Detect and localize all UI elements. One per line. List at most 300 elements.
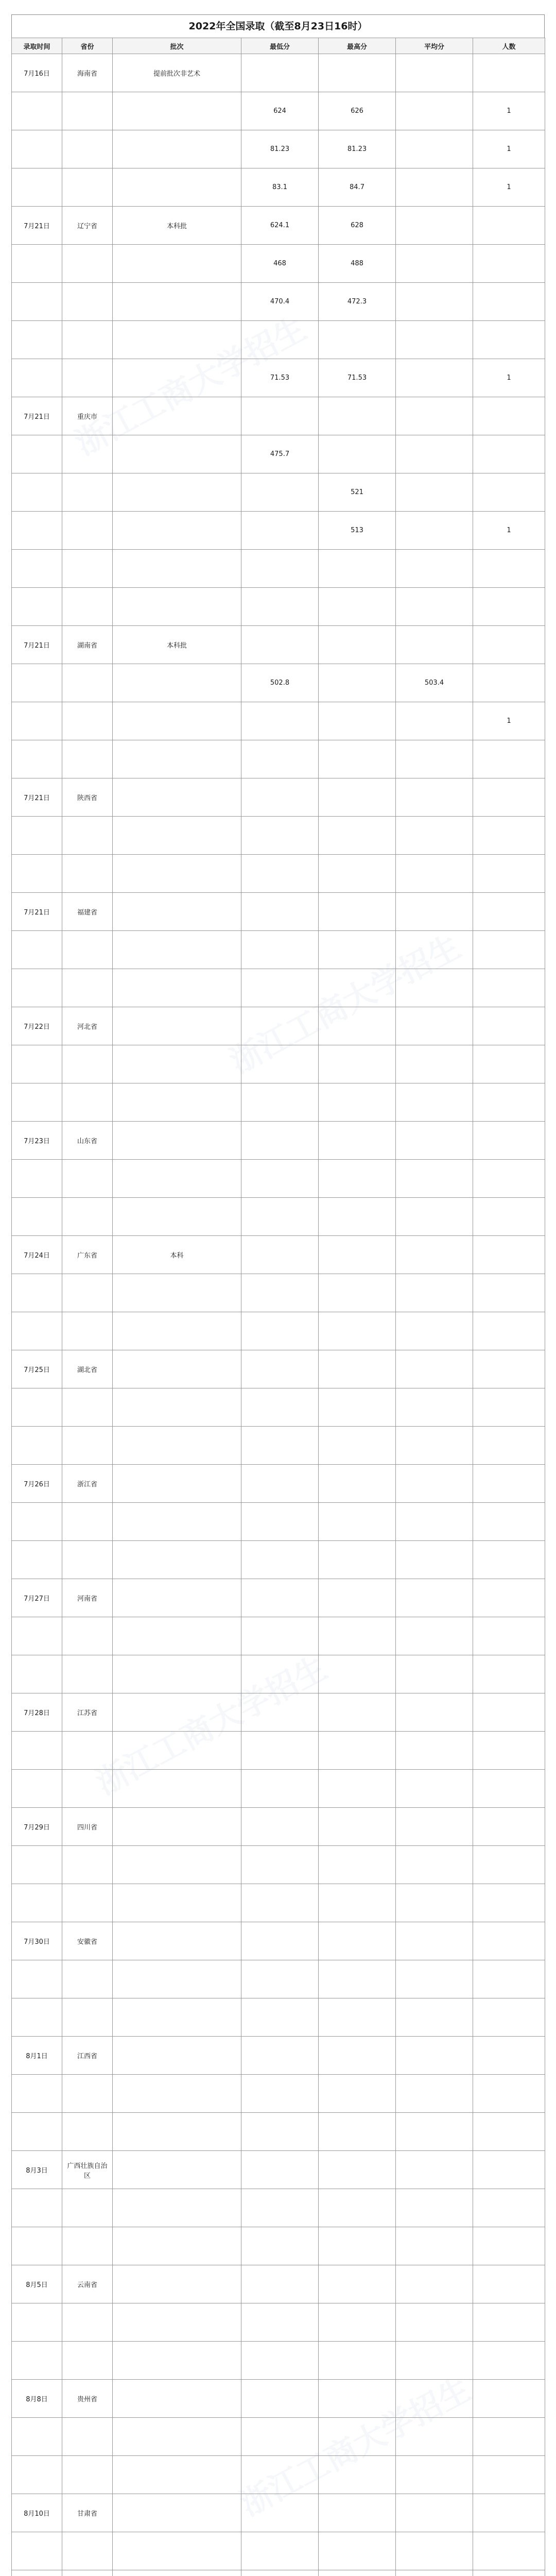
table-cell	[241, 2227, 319, 2265]
table-cell	[396, 1960, 473, 1998]
table-cell	[241, 2037, 319, 2075]
table-body	[12, 54, 545, 2576]
table-cell	[241, 1350, 319, 1388]
table-cell	[396, 2532, 473, 2570]
table-cell	[396, 1884, 473, 1922]
table-cell: 81.23	[241, 130, 319, 168]
table-cell	[12, 245, 62, 283]
table-cell	[396, 588, 473, 626]
table-row	[12, 168, 545, 207]
table-row	[12, 855, 545, 893]
table-cell	[473, 1884, 545, 1922]
table-cell	[12, 1732, 62, 1770]
table-row	[12, 473, 545, 512]
table-cell	[113, 2265, 241, 2303]
column-header: 人数	[473, 38, 545, 54]
table-cell	[62, 1884, 113, 1922]
table-cell: 470.4	[241, 283, 319, 321]
table-cell	[113, 1617, 241, 1655]
table-cell	[241, 2113, 319, 2151]
table-row	[12, 1198, 545, 1236]
table-cell	[241, 1160, 319, 1198]
table-cell	[12, 702, 62, 740]
table-cell	[12, 1312, 62, 1350]
table-cell: 624.1	[241, 207, 319, 245]
table-cell: 8月5日	[12, 2265, 62, 2303]
table-cell	[241, 1732, 319, 1770]
table-cell	[396, 359, 473, 397]
table-cell	[113, 1922, 241, 1960]
table-cell: 8月8日	[12, 2380, 62, 2418]
table-row	[12, 1236, 545, 1274]
table-cell	[241, 2075, 319, 2113]
table-row	[12, 893, 545, 931]
table-cell: 山东省	[62, 1122, 113, 1160]
table-cell	[473, 1465, 545, 1503]
table-cell	[113, 359, 241, 397]
table-cell	[113, 2151, 241, 2189]
table-cell	[113, 283, 241, 321]
table-cell	[319, 1579, 396, 1617]
table-cell	[113, 1312, 241, 1350]
table-cell	[319, 1427, 396, 1465]
table-cell: 重庆市	[62, 397, 113, 435]
table-cell	[473, 1732, 545, 1770]
table-cell	[396, 2342, 473, 2380]
table-cell	[12, 435, 62, 473]
table-cell	[473, 893, 545, 931]
table-cell	[319, 1350, 396, 1388]
table-cell	[319, 740, 396, 778]
table-cell	[319, 2570, 396, 2576]
table-cell	[319, 321, 396, 359]
table-cell	[319, 1846, 396, 1884]
table-cell	[12, 512, 62, 550]
table-cell	[113, 2113, 241, 2151]
table-cell	[473, 2456, 545, 2494]
table-row	[12, 626, 545, 664]
table-cell: 7月25日	[12, 1350, 62, 1388]
table-cell	[12, 2227, 62, 2265]
table-cell	[473, 2189, 545, 2227]
table-row	[12, 321, 545, 359]
table-row	[12, 2570, 545, 2576]
table-cell	[62, 2189, 113, 2227]
table-cell	[62, 1427, 113, 1465]
table-cell	[62, 1960, 113, 1998]
table-cell: 福建省	[62, 893, 113, 931]
table-cell	[396, 473, 473, 512]
table-cell	[113, 1388, 241, 1427]
table-cell	[473, 2342, 545, 2380]
table-cell	[396, 817, 473, 855]
table-cell	[113, 1998, 241, 2037]
table-row	[12, 207, 545, 245]
table-cell	[396, 740, 473, 778]
table-cell	[473, 1503, 545, 1541]
table-cell	[241, 1312, 319, 1350]
table-cell	[396, 1083, 473, 1122]
table-cell	[62, 1503, 113, 1541]
table-cell	[62, 702, 113, 740]
table-header-row	[12, 38, 545, 54]
table-row	[12, 778, 545, 817]
table-cell	[396, 2570, 473, 2576]
table-cell	[241, 1770, 319, 1808]
table-cell	[241, 893, 319, 931]
table-cell	[319, 588, 396, 626]
table-row	[12, 550, 545, 588]
column-header: 省份	[62, 38, 113, 54]
table-cell	[62, 855, 113, 893]
table-cell	[12, 1884, 62, 1922]
table-row	[12, 931, 545, 969]
table-cell	[113, 2380, 241, 2418]
table-cell	[113, 1007, 241, 1045]
table-cell	[473, 1198, 545, 1236]
table-cell	[473, 1998, 545, 2037]
table-cell	[12, 588, 62, 626]
table-cell	[319, 893, 396, 931]
table-row	[12, 1503, 545, 1541]
table-row	[12, 1465, 545, 1503]
table-cell	[319, 397, 396, 435]
table-cell	[12, 1503, 62, 1541]
table-cell	[396, 2151, 473, 2189]
table-cell	[62, 512, 113, 550]
table-cell	[113, 664, 241, 702]
table-cell	[241, 1045, 319, 1083]
table-cell	[62, 321, 113, 359]
table-cell	[396, 1465, 473, 1503]
table-cell	[473, 397, 545, 435]
table-cell	[319, 2151, 396, 2189]
table-cell	[319, 1160, 396, 1198]
table-cell: 7月28日	[12, 1693, 62, 1732]
table-cell	[241, 550, 319, 588]
table-cell: 7月27日	[12, 1579, 62, 1617]
table-cell	[12, 1198, 62, 1236]
table-cell	[396, 1732, 473, 1770]
table-cell	[319, 1312, 396, 1350]
table-row	[12, 2342, 545, 2380]
table-row	[12, 702, 545, 740]
table-cell	[241, 1922, 319, 1960]
table-cell	[396, 2418, 473, 2456]
table-cell	[113, 1274, 241, 1312]
table-cell	[12, 931, 62, 969]
table-row	[12, 512, 545, 550]
table-cell	[113, 1960, 241, 1998]
table-cell	[12, 2113, 62, 2151]
table-row	[12, 1846, 545, 1884]
table-cell	[113, 1884, 241, 1922]
table-cell	[12, 1045, 62, 1083]
table-cell: 8月10日	[12, 2494, 62, 2532]
table-cell	[241, 1998, 319, 2037]
table-cell	[241, 321, 319, 359]
table-row	[12, 817, 545, 855]
table-cell	[12, 1960, 62, 1998]
table-cell: 475.7	[241, 435, 319, 473]
table-cell	[113, 550, 241, 588]
table-cell	[473, 1846, 545, 1884]
table-cell	[396, 931, 473, 969]
table-cell	[113, 893, 241, 931]
table-cell	[473, 1312, 545, 1350]
table-cell	[12, 740, 62, 778]
table-cell: 江苏省	[62, 1693, 113, 1732]
table-cell	[473, 817, 545, 855]
table-row	[12, 2151, 545, 2189]
table-cell	[319, 550, 396, 588]
table-cell	[396, 1770, 473, 1808]
table-cell	[319, 1541, 396, 1579]
table-cell	[319, 1732, 396, 1770]
table-cell	[319, 2342, 396, 2380]
table-row	[12, 1427, 545, 1465]
table-cell	[12, 2532, 62, 2570]
table-cell	[473, 1236, 545, 1274]
table-cell	[319, 778, 396, 817]
table-cell	[473, 1770, 545, 1808]
table-row	[12, 245, 545, 283]
table-cell	[396, 1236, 473, 1274]
table-cell	[396, 2189, 473, 2227]
table-row	[12, 1808, 545, 1846]
table-cell	[396, 207, 473, 245]
column-header: 最低分	[241, 38, 319, 54]
table-cell	[113, 2189, 241, 2227]
table-cell	[319, 2456, 396, 2494]
table-cell	[396, 435, 473, 473]
table-cell	[113, 2342, 241, 2380]
table-cell	[62, 2456, 113, 2494]
table-row	[12, 2456, 545, 2494]
table-cell	[396, 1122, 473, 1160]
table-cell	[473, 1922, 545, 1960]
table-cell: 7月21日	[12, 778, 62, 817]
table-cell	[113, 397, 241, 435]
table-cell	[319, 664, 396, 702]
table-cell	[62, 2075, 113, 2113]
table-cell	[319, 2037, 396, 2075]
table-cell	[396, 1198, 473, 1236]
table-cell	[473, 207, 545, 245]
table-cell	[396, 702, 473, 740]
table-cell	[62, 1655, 113, 1693]
table-cell	[319, 1083, 396, 1122]
table-cell	[396, 893, 473, 931]
table-cell	[12, 1998, 62, 2037]
table-cell	[473, 2151, 545, 2189]
table-cell	[319, 702, 396, 740]
table-row	[12, 1160, 545, 1198]
table-row	[12, 2037, 545, 2075]
table-row	[12, 1541, 545, 1579]
table-cell	[12, 2456, 62, 2494]
table-cell: 513	[319, 512, 396, 550]
table-cell	[12, 2075, 62, 2113]
table-cell	[396, 2265, 473, 2303]
column-header: 平均分	[396, 38, 473, 54]
table-cell	[241, 54, 319, 92]
table-cell	[113, 1846, 241, 1884]
table-cell	[241, 1579, 319, 1617]
table-cell	[473, 550, 545, 588]
table-cell	[396, 2037, 473, 2075]
table-row	[12, 588, 545, 626]
table-cell: 1	[473, 92, 545, 130]
table-cell	[113, 245, 241, 283]
table-cell	[241, 1198, 319, 1236]
table-cell: 四川省	[62, 1808, 113, 1846]
table-cell	[62, 168, 113, 207]
table-cell	[396, 1274, 473, 1312]
table-row	[12, 397, 545, 435]
table-cell	[473, 778, 545, 817]
table-row	[12, 1617, 545, 1655]
table-cell: 云南省	[62, 2265, 113, 2303]
table-cell	[396, 397, 473, 435]
table-cell	[113, 1350, 241, 1388]
table-cell	[319, 2303, 396, 2342]
table-cell: 辽宁省	[62, 207, 113, 245]
table-cell	[12, 1388, 62, 1427]
table-cell	[12, 2189, 62, 2227]
table-cell	[113, 2037, 241, 2075]
table-cell	[12, 1846, 62, 1884]
table-cell	[396, 2456, 473, 2494]
table-cell	[396, 1541, 473, 1579]
table-cell	[113, 2532, 241, 2570]
table-cell: 502.8	[241, 664, 319, 702]
table-cell	[113, 1655, 241, 1693]
table-row	[12, 1998, 545, 2037]
table-cell	[241, 2570, 319, 2576]
table-cell	[473, 1541, 545, 1579]
table-cell	[473, 588, 545, 626]
table-cell	[12, 168, 62, 207]
table-cell	[473, 2113, 545, 2151]
table-cell	[62, 1045, 113, 1083]
table-cell	[113, 2227, 241, 2265]
table-cell	[473, 1808, 545, 1846]
table-cell: 7月24日	[12, 1236, 62, 1274]
table-cell: 江西省	[62, 2037, 113, 2075]
table-cell	[62, 2532, 113, 2570]
table-cell	[241, 969, 319, 1007]
column-header: 录取时间	[12, 38, 62, 54]
table-cell: 7月21日	[12, 893, 62, 931]
table-cell	[319, 1693, 396, 1732]
table-cell	[62, 1617, 113, 1655]
table-cell	[113, 92, 241, 130]
table-cell	[396, 550, 473, 588]
table-cell	[113, 1465, 241, 1503]
table-cell	[396, 1388, 473, 1427]
table-cell	[473, 1693, 545, 1732]
table-cell	[241, 1617, 319, 1655]
table-cell	[241, 2532, 319, 2570]
table-row	[12, 1274, 545, 1312]
table-row	[12, 92, 545, 130]
table-cell	[396, 245, 473, 283]
table-cell	[113, 740, 241, 778]
table-cell	[396, 1427, 473, 1465]
table-cell	[113, 588, 241, 626]
table-row	[12, 2265, 545, 2303]
table-cell	[62, 1083, 113, 1122]
table-cell	[473, 1350, 545, 1388]
table-cell	[396, 1846, 473, 1884]
table-cell	[473, 1579, 545, 1617]
table-cell	[319, 1388, 396, 1427]
table-cell	[12, 1160, 62, 1198]
table-cell	[62, 2303, 113, 2342]
table-cell	[12, 855, 62, 893]
table-cell	[241, 473, 319, 512]
table-row	[12, 1922, 545, 1960]
table-cell: 本科批	[113, 207, 241, 245]
table-cell: 本科	[113, 1236, 241, 1274]
table-cell	[12, 2303, 62, 2342]
table-cell	[396, 969, 473, 1007]
table-cell	[241, 588, 319, 626]
table-cell	[62, 1198, 113, 1236]
table-cell	[113, 1160, 241, 1198]
table-cell	[396, 2303, 473, 2342]
table-cell: 湖南省	[62, 626, 113, 664]
table-cell	[473, 473, 545, 512]
table-cell: 陕西省	[62, 778, 113, 817]
table-cell	[396, 1350, 473, 1388]
table-cell	[473, 1388, 545, 1427]
table-cell: 浙江省	[62, 1465, 113, 1503]
table-cell: 河南省	[62, 1579, 113, 1617]
table-cell	[113, 969, 241, 1007]
table-cell: 1	[473, 512, 545, 550]
table-cell	[473, 2380, 545, 2418]
table-cell	[319, 2494, 396, 2532]
table-row	[12, 969, 545, 1007]
table-row	[12, 2494, 545, 2532]
table-cell	[473, 1160, 545, 1198]
table-row	[12, 1122, 545, 1160]
table-cell	[113, 1427, 241, 1465]
table-cell	[319, 931, 396, 969]
table-cell	[396, 2113, 473, 2151]
table-cell	[473, 626, 545, 664]
table-cell: 8月1日	[12, 2037, 62, 2075]
table-cell	[319, 1770, 396, 1808]
table-cell	[396, 168, 473, 207]
table-row	[12, 1655, 545, 1693]
table-cell	[62, 130, 113, 168]
table-cell	[319, 2189, 396, 2227]
table-cell	[241, 2418, 319, 2456]
table-cell	[113, 931, 241, 969]
table-cell	[113, 1541, 241, 1579]
table-cell	[12, 359, 62, 397]
table-cell	[12, 92, 62, 130]
table-cell: 海南省	[62, 54, 113, 92]
table-cell	[396, 283, 473, 321]
table-row	[12, 1007, 545, 1045]
table-cell	[319, 2113, 396, 2151]
table-cell	[12, 1541, 62, 1579]
table-cell: 7月21日	[12, 397, 62, 435]
